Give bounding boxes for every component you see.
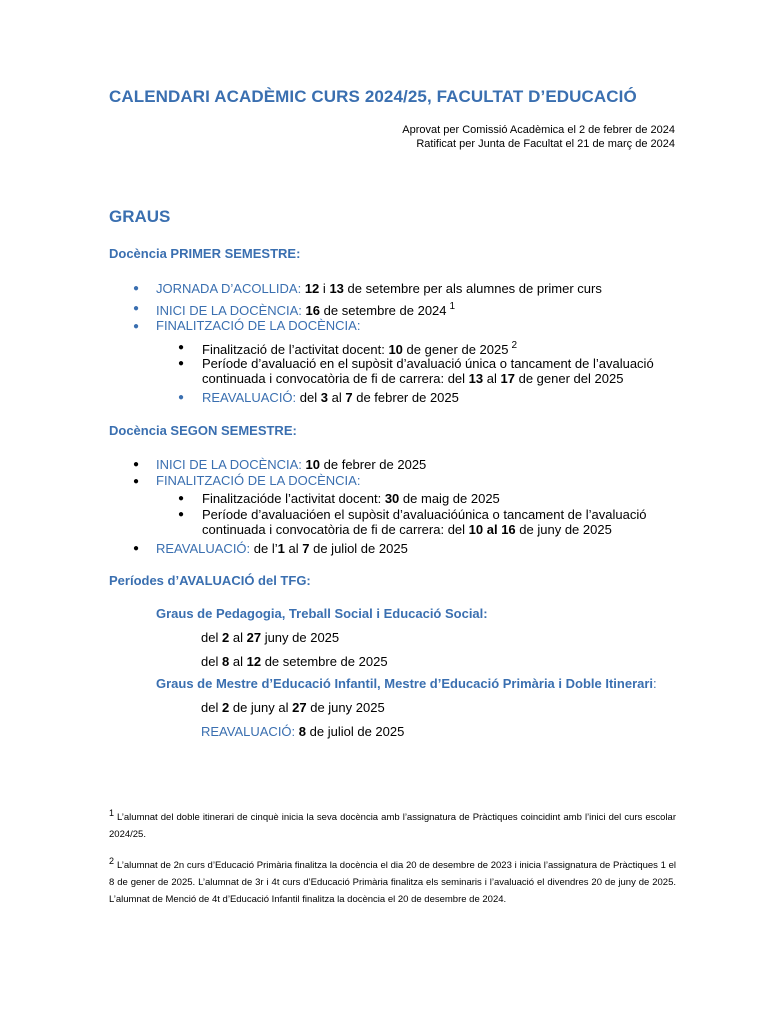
- bullet-icon: ●: [178, 342, 185, 353]
- bullet-icon: ●: [178, 358, 185, 369]
- tfg-group2-period1: del 2 de juny al 27 de juny 2025: [201, 700, 385, 715]
- tfg-group2-title: Graus de Mestre d’Educació Infantil, Mestre d’Educació Primària i Doble Itinerari:: [156, 676, 657, 691]
- finalitzacio-activitat-item: Finalitzacióde l’activitat docent: 30 de maig de 2025: [202, 491, 500, 506]
- bullet-icon: ●: [133, 303, 140, 314]
- tfg-group1-title: Graus de Pedagogia, Treball Social i Educació Social:: [156, 606, 488, 621]
- footnote-1: $^1$ L’alumnat del doble itinerari de cinquè inicia la seva docència amb l’assignatura de Pràctiques coincidint amb l’inici del curs escolar 2024/25.: [109, 808, 676, 840]
- bullet-icon: ●: [133, 283, 140, 294]
- finalitzacio-docencia-item: FINALITZACIÓ DE LA DOCÈNCIA:: [156, 318, 361, 333]
- bullet-icon: ●: [178, 392, 185, 403]
- tfg-group2-reavaluacio: REAVALUACIÓ: 8 de juliol de 2025: [201, 724, 405, 739]
- bullet-icon: ●: [133, 543, 140, 554]
- document-title: CALENDARI ACADÈMIC CURS 2024/25, FACULTAT D’EDUCACIÓ: [109, 87, 637, 106]
- jornada-acollida-item: JORNADA D’ACOLLIDA: 12 i 13 de setembre per als alumnes de primer curs: [156, 281, 602, 296]
- bullet-icon: ●: [133, 459, 140, 470]
- finalitzacio-docencia-item: FINALITZACIÓ DE LA DOCÈNCIA:: [156, 473, 361, 488]
- periode-avaluacio-item: Període d’avaluacióen el supòsit d’avaluacióúnica o tancament de l’avaluació continuada i convocatòria de fi de carrera: del 10 al 16 de juny de 2025: [202, 507, 647, 537]
- footnote-ref-2: 2: [511, 340, 518, 351]
- bullet-icon: ●: [178, 493, 185, 504]
- inici-docencia-item: INICI DE LA DOCÈNCIA: 16 de setembre de 2024 $^1$: [156, 301, 456, 318]
- bullet-icon: ●: [133, 321, 140, 332]
- bullet-icon: ●: [178, 509, 185, 520]
- reavaluacio-item: REAVALUACIÓ: del 3 al 7 de febrer de 2025: [202, 390, 459, 405]
- footnote-ref-1: 1: [449, 301, 456, 312]
- tfg-group1-period1: del 2 al 27 juny de 2025: [201, 630, 340, 645]
- inici-docencia-item: INICI DE LA DOCÈNCIA: 10 de febrer de 2025: [156, 457, 427, 472]
- approval-line: Aprovat per Comissió Acadèmica el 2 de febrer de 2024: [402, 124, 675, 136]
- reavaluacio-item: REAVALUACIÓ: de l’1 al 7 de juliol de 2025: [156, 541, 408, 556]
- periode-avaluacio-item: Període d’avaluació en el supòsit d’avaluació única o tancament de l’avaluació continuada i convocatòria de fi de carrera: del 13 al 17 de gener del 2025: [202, 356, 654, 386]
- first-semester-heading: Docència PRIMER SEMESTRE:: [109, 246, 301, 261]
- footnote-2: $^2$ L’alumnat de 2n curs d’Educació Primària finalitza la docència el dia 20 de desembre de 2023 i inicia l’assignatura de Pràctiques 1 el 8 de gener de 2025. L’alumnat de 3r i 4t curs d’Educació Primària finalitza els seminaris i l’avaluació el divendres 20 de juny de 2025. L’alumnat de Menció de 4t d’Educació Infantil finalitza la docència el 20 de desembre de 2024.: [109, 856, 676, 905]
- bullet-icon: ●: [133, 476, 140, 487]
- tfg-heading: Períodes d’AVALUACIÓ del TFG:: [109, 573, 311, 588]
- ratification-line: Ratificat per Junta de Facultat el 21 de març de 2024: [416, 138, 675, 150]
- finalitzacio-activitat-item: Finalització de l’activitat docent: 10 de gener de 2025 $^2$: [202, 340, 518, 357]
- tfg-group1-period2: del 8 al 12 de setembre de 2025: [201, 654, 388, 669]
- section-title-graus: GRAUS: [109, 207, 171, 226]
- second-semester-heading: Docència SEGON SEMESTRE:: [109, 423, 297, 438]
